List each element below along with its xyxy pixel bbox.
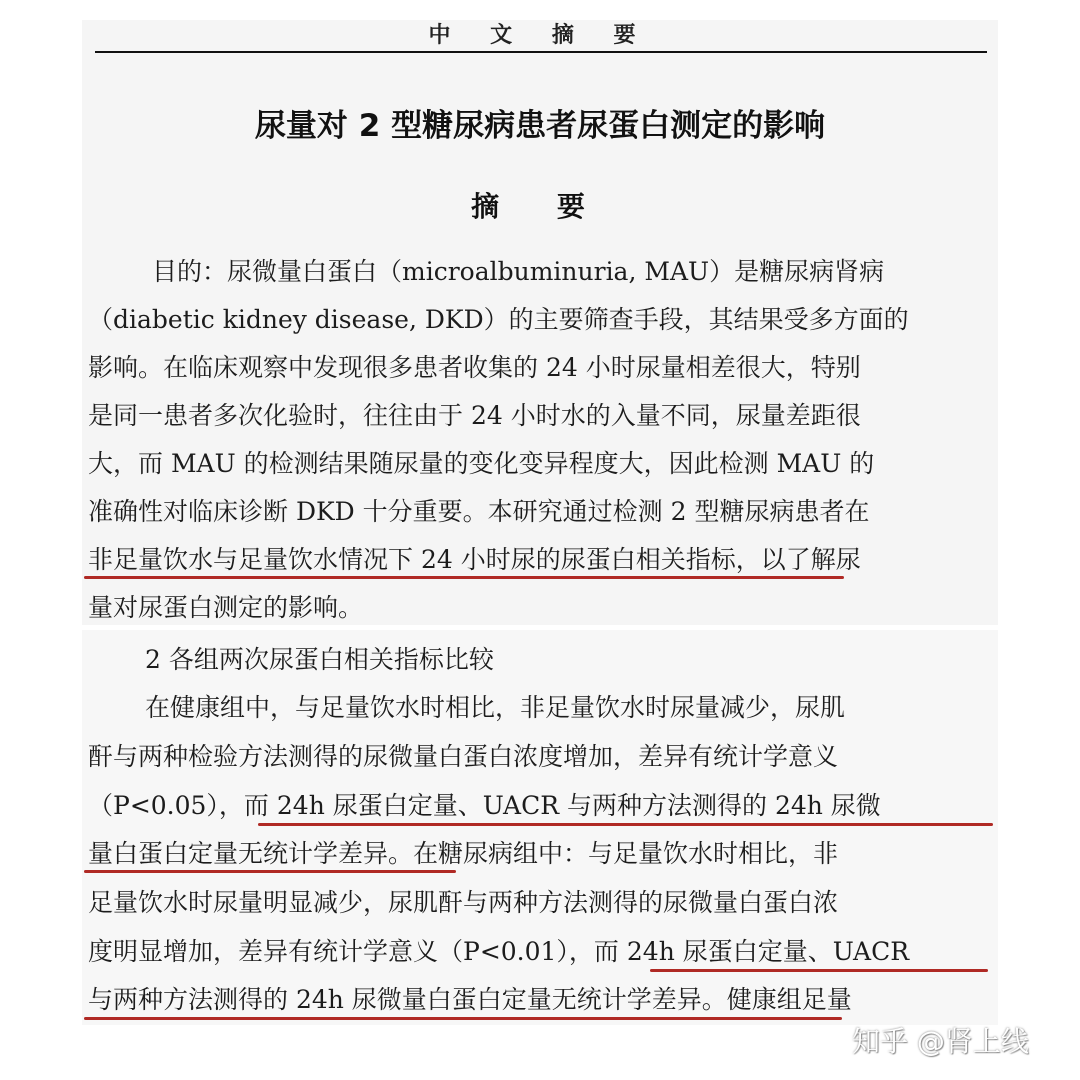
results-line: 酐与两种检验方法测得的尿微量白蛋白浓度增加，差异有统计学意义	[88, 742, 839, 771]
section-heading: 2 各组两次尿蛋白相关指标比较	[145, 645, 494, 674]
abstract-line: 是同一患者多次化验时，往往由于 24 小时水的入量不同，尿量差距很	[88, 401, 861, 430]
watermark: 知乎 @肾上线	[852, 1025, 1029, 1058]
abstract-line: 目的：尿微量白蛋白（microalbuminuria, MAU）是糖尿病肾病	[152, 257, 885, 286]
results-line: （P<0.05），而 24h 尿蛋白定量、UACR 与两种方法测得的 24h 尿微	[88, 791, 881, 820]
abstract-line: 非足量饮水与足量饮水情况下 24 小时尿的尿蛋白相关指标，以了解尿	[88, 545, 861, 574]
results-line: 度明显增加，差异有统计学意义（P<0.01），而 24h 尿蛋白定量、UACR	[88, 937, 910, 966]
abstract-line: 影响。在临床观察中发现很多患者收集的 24 小时尿量相差很大，特别	[88, 353, 861, 382]
results-line: 量白蛋白定量无统计学差异。在糖尿病组中：与足量饮水时相比，非	[88, 839, 839, 868]
results-line: 与两种方法测得的 24h 尿微量白蛋白定量无统计学差异。健康组足量	[88, 985, 852, 1014]
highlight-underline	[84, 1017, 842, 1020]
results-line: 足量饮水时尿量明显减少，尿肌酐与两种方法测得的尿微量白蛋白浓	[88, 888, 839, 917]
section-header: 中 文 摘 要	[428, 22, 652, 48]
abstract-line: （diabetic kidney disease, DKD）的主要筛查手段，其结果受多方面的	[88, 305, 909, 334]
highlight-underline	[258, 823, 993, 826]
abstract-line: 准确性对临床诊断 DKD 十分重要。本研究通过检测 2 型糖尿病患者在	[88, 497, 870, 526]
highlight-underline	[650, 969, 988, 972]
abstract-line: 大，而 MAU 的检测结果随尿量的变化变异程度大，因此检测 MAU 的	[88, 449, 875, 478]
highlight-underline	[84, 576, 844, 579]
paper-title: 尿量对 2 型糖尿病患者尿蛋白测定的影响	[254, 108, 826, 144]
abstract-heading: 摘 要	[471, 190, 609, 223]
results-line: 在健康组中，与足量饮水时相比，非足量饮水时尿量减少，尿肌	[145, 693, 846, 722]
highlight-underline	[84, 870, 456, 873]
abstract-line: 量对尿蛋白测定的影响。	[88, 593, 364, 622]
header-rule	[95, 51, 987, 53]
